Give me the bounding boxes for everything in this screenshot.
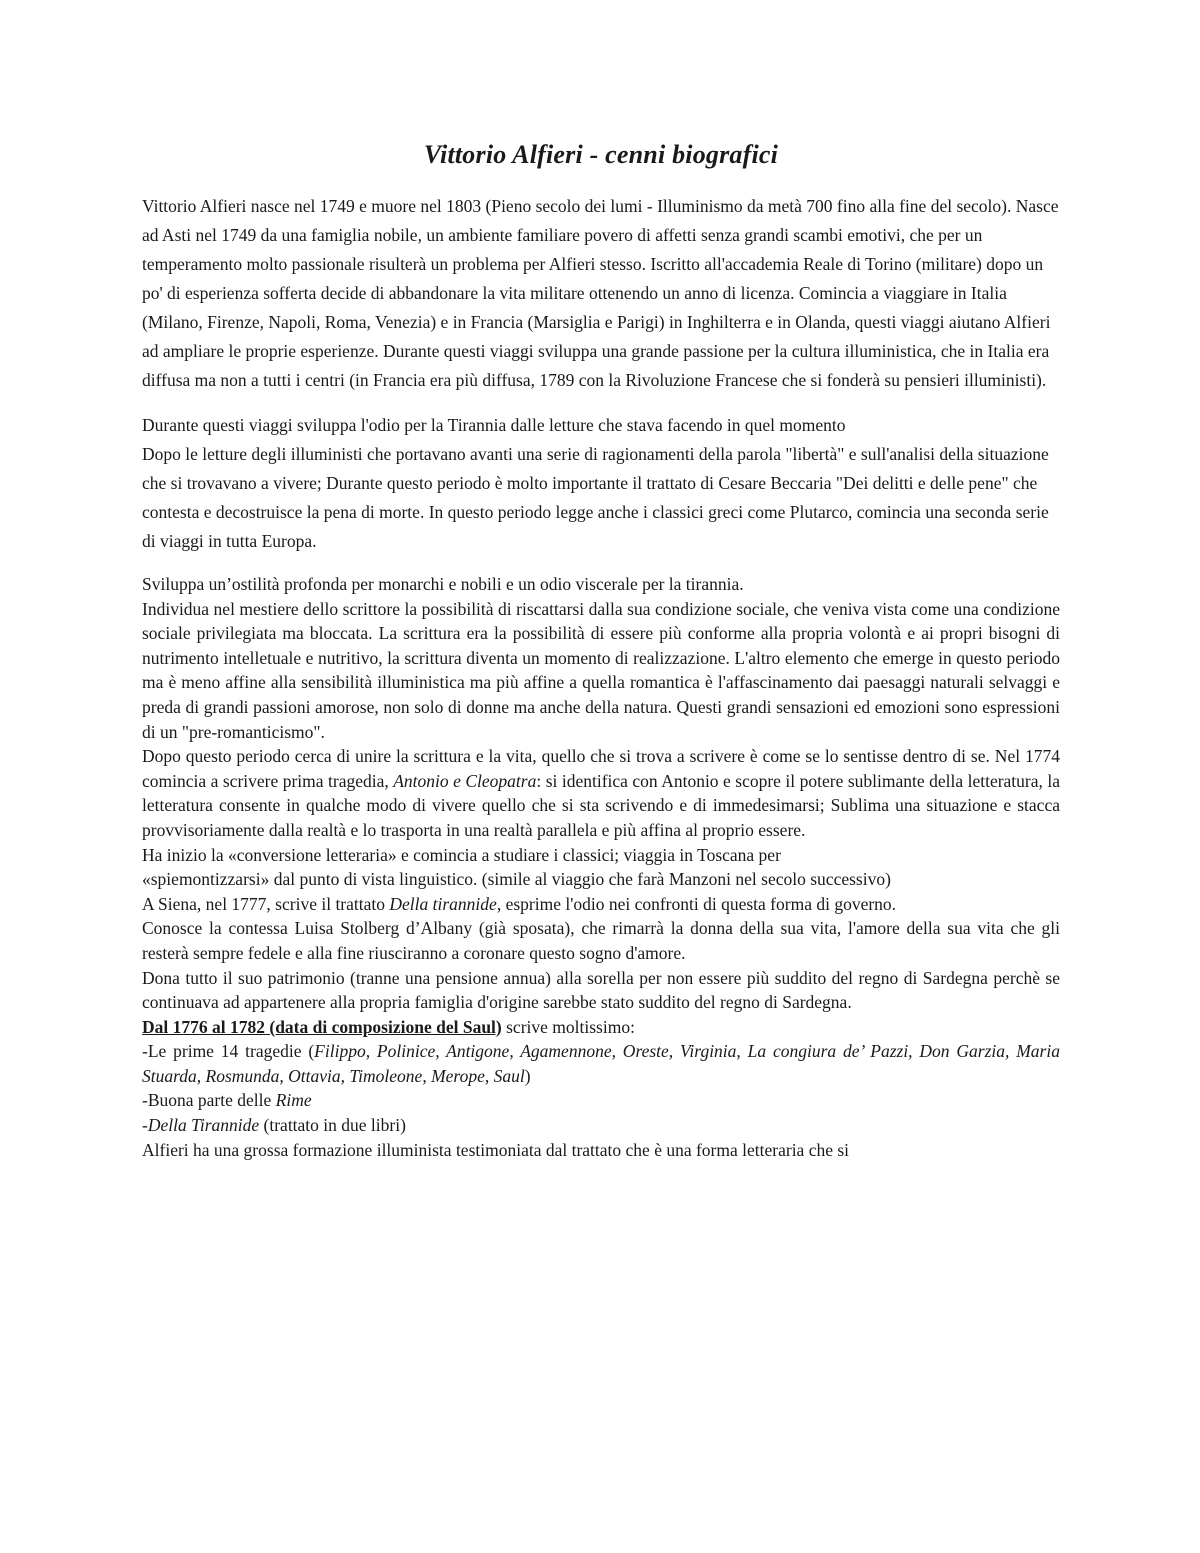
paragraph-patrimony: Dona tutto il suo patrimonio (tranne una pensione annua) alla sorella per non essere più suddito del regno di Sardegna perchè se continuava ad appartenere alla propria famiglia d'origine sarebbe stato suddito del regno di Sardegna.	[142, 967, 1060, 1013]
document-page	[142, 140, 1060, 1162]
paragraph-siena: A Siena, nel 1777, scrive il trattato Della tirannide, esprime l'odio nei confronti di questa forma di governo.	[142, 893, 897, 914]
paragraph-hostility: Sviluppa un’ostilità profonda per monarchi e nobili e un odio viscerale per la tirannia.	[142, 574, 744, 594]
list-item-tirannide: -Della Tirannide (trattato in due libri)	[142, 1115, 406, 1136]
paragraph-biography: Vittorio Alfieri nasce nel 1749 e muore nel 1803 (Pieno secolo dei lumi - Illuminismo da metà 700 fino alla fine del secolo). Nasce ad Asti nel 1749 da una famiglia nobile, un ambiente familiare povero di affetti senza grandi scambi emotivi, che per un temperamento molto passionale risulterà un problema per Alfieri stesso. Iscritto all'accademia Reale di Torino (militare) dopo un po' di esperienza sofferta decide di abbandonare la vita militare ottenendo un anno di licenza. Comincia a viaggiare in Italia (Milano, Firenze, Napoli, Roma, Venezia) e in Francia (Marsiglia e Parigi) in Inghilterra e in Olanda, questi viaggi aiutano Alfieri ad ampliare le proprie esperienze. Durante questi viaggi sviluppa una grande passione per la cultura illuministica, che in Italia era diffusa ma non a tutti i centri (in Francia era più diffusa, 1789 con la Rivoluzione Francese che si fonderà su pensieri illuministi).	[142, 196, 1059, 390]
tragedy-titles: Filippo, Polinice, Antigone, Agamennone, Oreste, Virginia, La congiura de’ Pazzi, Don Garzia, Maria Stuarda, Rosmunda, Ottavia, Timoleone, Merope, Saul	[142, 1041, 1060, 1086]
paragraph-tyranny-hatred: Durante questi viaggi sviluppa l'odio per la Tirannia dalle letture che stava facendo in quel momento	[142, 415, 846, 435]
paragraph-enlightenment-formation: Alfieri ha una grossa formazione illuminista testimoniata dal trattato che è una forma letteraria che si	[142, 1139, 850, 1160]
paragraph-countess: Conosce la contessa Luisa Stolberg d’Albany (già sposata), che rimarrà la donna della sua vita, l'amore della sua vita che gli resterà sempre fedele e alla fine riusciranno a coronare questo sogno d'amore.	[142, 918, 1060, 963]
section-intro	[142, 192, 1060, 395]
paragraph-period-heading: Dal 1776 al 1782 (data di composizione del Saul) scrive moltissimo:	[142, 1016, 635, 1037]
list-item-tragedies: -Le prime 14 tragedie (Filippo, Polinice, Antigone, Agamennone, Oreste, Virginia, La congiura de’ Pazzi, Don Garzia, Maria Stuarda, Rosmunda, Ottavia, Timoleone, Merope, Saul)	[142, 1041, 1060, 1086]
paragraph-enlightenment-readings: Dopo le letture degli illuministi che portavano avanti una serie di ragionamenti della parola "libertà" e sull'analisi della situazione che si trovavano a vivere; Durante questo periodo è molto importante il trattato di Cesare Beccaria "Dei delitti e delle pene" che contesta e decostruisce la pena di morte. In questo periodo legge anche i classici greci come Plutarco, comincia una seconda serie di viaggi in tutta Europa.	[142, 444, 1049, 551]
paragraph-writer-craft: Individua nel mestiere dello scrittore la possibilità di riscattarsi dalla sua condizione sociale, che veniva vista come una condizione sociale privilegiata ma bloccata. La scrittura era la possibilità di essere più conforme alla propria volontà e ai propri bisogni di nutrimento intelletuale e nutritivo, la scrittura diventa un momento di realizzazione. L'altro elemento che emerge in questo periodo ma è meno affine alla sensibilità illuministica ma più affine a quella romantica è l'affascinamento dai paesaggi naturali selvaggi e preda di grandi passioni amorose, non solo di donne ma anche della natura. Questi grandi sensazioni ed emozioni sono espressioni di un "pre-romanticismo".	[142, 598, 1060, 742]
document-title: Vittorio Alfieri - cenni biografici	[423, 140, 779, 169]
work-title: Rime	[275, 1090, 312, 1111]
paragraph-conversion: Ha inizio la «conversione letteraria» e comincia a studiare i classici; viaggia in Toscana per	[142, 844, 781, 865]
section-literary-career	[142, 572, 1060, 1162]
work-title: Della Tirannide	[147, 1115, 260, 1136]
work-title: Della tirannide	[389, 893, 497, 914]
section-travels	[142, 411, 1060, 556]
paragraph-first-tragedy: Dopo questo periodo cerca di unire la scrittura e la vita, quello che si trova a scrivere è come se lo sentisse dentro di se. Nel 1774 comincia a scrivere prima tragedia, Antonio e Cleopatra: si identifica con Antonio e scopre il potere sublimante della letteratura, la letteratura consente in qualche modo di vivere quello che si sta scrivendo e di immedesimarsi; Sublima una situazione e stacca provvisoriamente dalla realtà e lo trasporta in una realtà parallela e più affina al proprio essere.	[142, 746, 1060, 840]
list-item-rime: -Buona parte delle Rime	[142, 1090, 312, 1111]
work-title: Antonio e Cleopatra	[393, 770, 537, 791]
underlined-heading: Dal 1776 al 1782 (data di composizione del Saul)	[142, 1016, 502, 1037]
paragraph-spiemontizzarsi: «spiemontizzarsi» dal punto di vista linguistico. (simile al viaggio che farà Manzoni nel secolo successivo)	[142, 869, 891, 890]
